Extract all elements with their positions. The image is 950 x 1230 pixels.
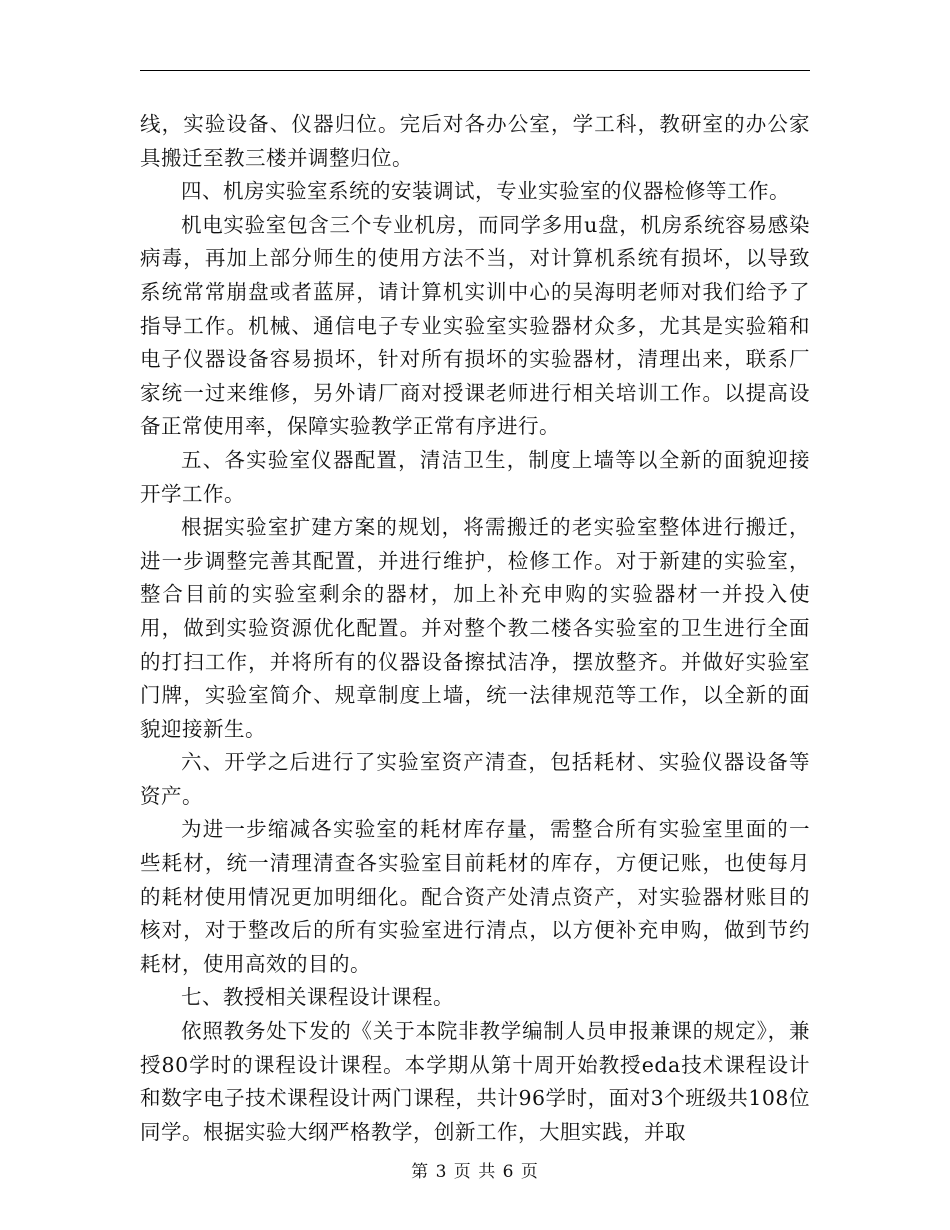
paragraph: 根据实验室扩建方案的规划，将需搬迁的老实验室整体进行搬迁，进一步调整完善其配置，并进行维护，检修工作。对于新建的实验室，整合目前的实验室剩余的器材，加上补充申购的实验器材一并投入使用，做到实验资源优化配置。并对整个教二楼各实验室的卫生进行全面的打扫工作，并将所有的仪器设备擦拭洁净，摆放整齐。并做好实验室门牌，实验室简介、规章制度上墙，统一法律规范等工作，以全新的面貌迎接新生。 xyxy=(140,515,810,741)
section-heading-4: 四、机房实验室系统的安装调试，专业实验室的仪器检修等工作。 xyxy=(181,179,790,204)
section-heading-5: 五、各实验室仪器配置，清洁卫生，制度上墙等以全新的面貌迎接开学工作。 xyxy=(140,447,810,506)
page-number: 第 3 页 共 6 页 xyxy=(411,1162,539,1182)
document-body xyxy=(140,108,810,1149)
paragraph: 为进一步缩减各实验室的耗材库存量，需整合所有实验室里面的一些耗材，统一清理清查各实验室目前耗材的库存，方便记账，也使每月的耗材使用情况更加明细化。配合资产处清点资产，对实验器材账目的核对，对于整改后的所有实验室进行清点，以方便补充申购，做到节约耗材，使用高效的目的。 xyxy=(140,817,810,976)
paragraph: 依照教务处下发的《关于本院非教学编制人员申报兼课的规定》，兼授80学时的课程设计课程。本学期从第十周开始教授eda技术课程设计和数字电子技术课程设计两门课程，共计96学时，面对3个班级共108位同学。根据实验大纲严格教学，创新工作，大胆实践，并取 xyxy=(140,1019,810,1144)
paragraph: 机电实验室包含三个专业机房，而同学多用u盘，机房系统容易感染病毒，再加上部分师生的使用方法不当，对计算机系统有损坏，以导致系统常常崩盘或者蓝屏，请计算机实训中心的吴海明老师对我们给予了指导工作。机械、通信电子专业实验室实验器材众多，尤其是实验箱和电子仪器设备容易损坏，针对所有损坏的实验器材，清理出来，联系厂家统一过来维修，另外请厂商对授课老师进行相关培训工作。以提高设备正常使用率，保障实验教学正常有序进行。 xyxy=(140,212,810,439)
section-heading-7: 七、教授相关课程设计课程。 xyxy=(181,985,454,1010)
section-heading-6: 六、开学之后进行了实验室资产清查，包括耗材、实验仪器设备等资产。 xyxy=(140,750,810,808)
paragraph: 线，实验设备、仪器归位。完后对各办公室，学工科，教研室的办公家具搬迁至教三楼并调整归位。 xyxy=(140,112,810,170)
header-rule xyxy=(140,70,810,71)
